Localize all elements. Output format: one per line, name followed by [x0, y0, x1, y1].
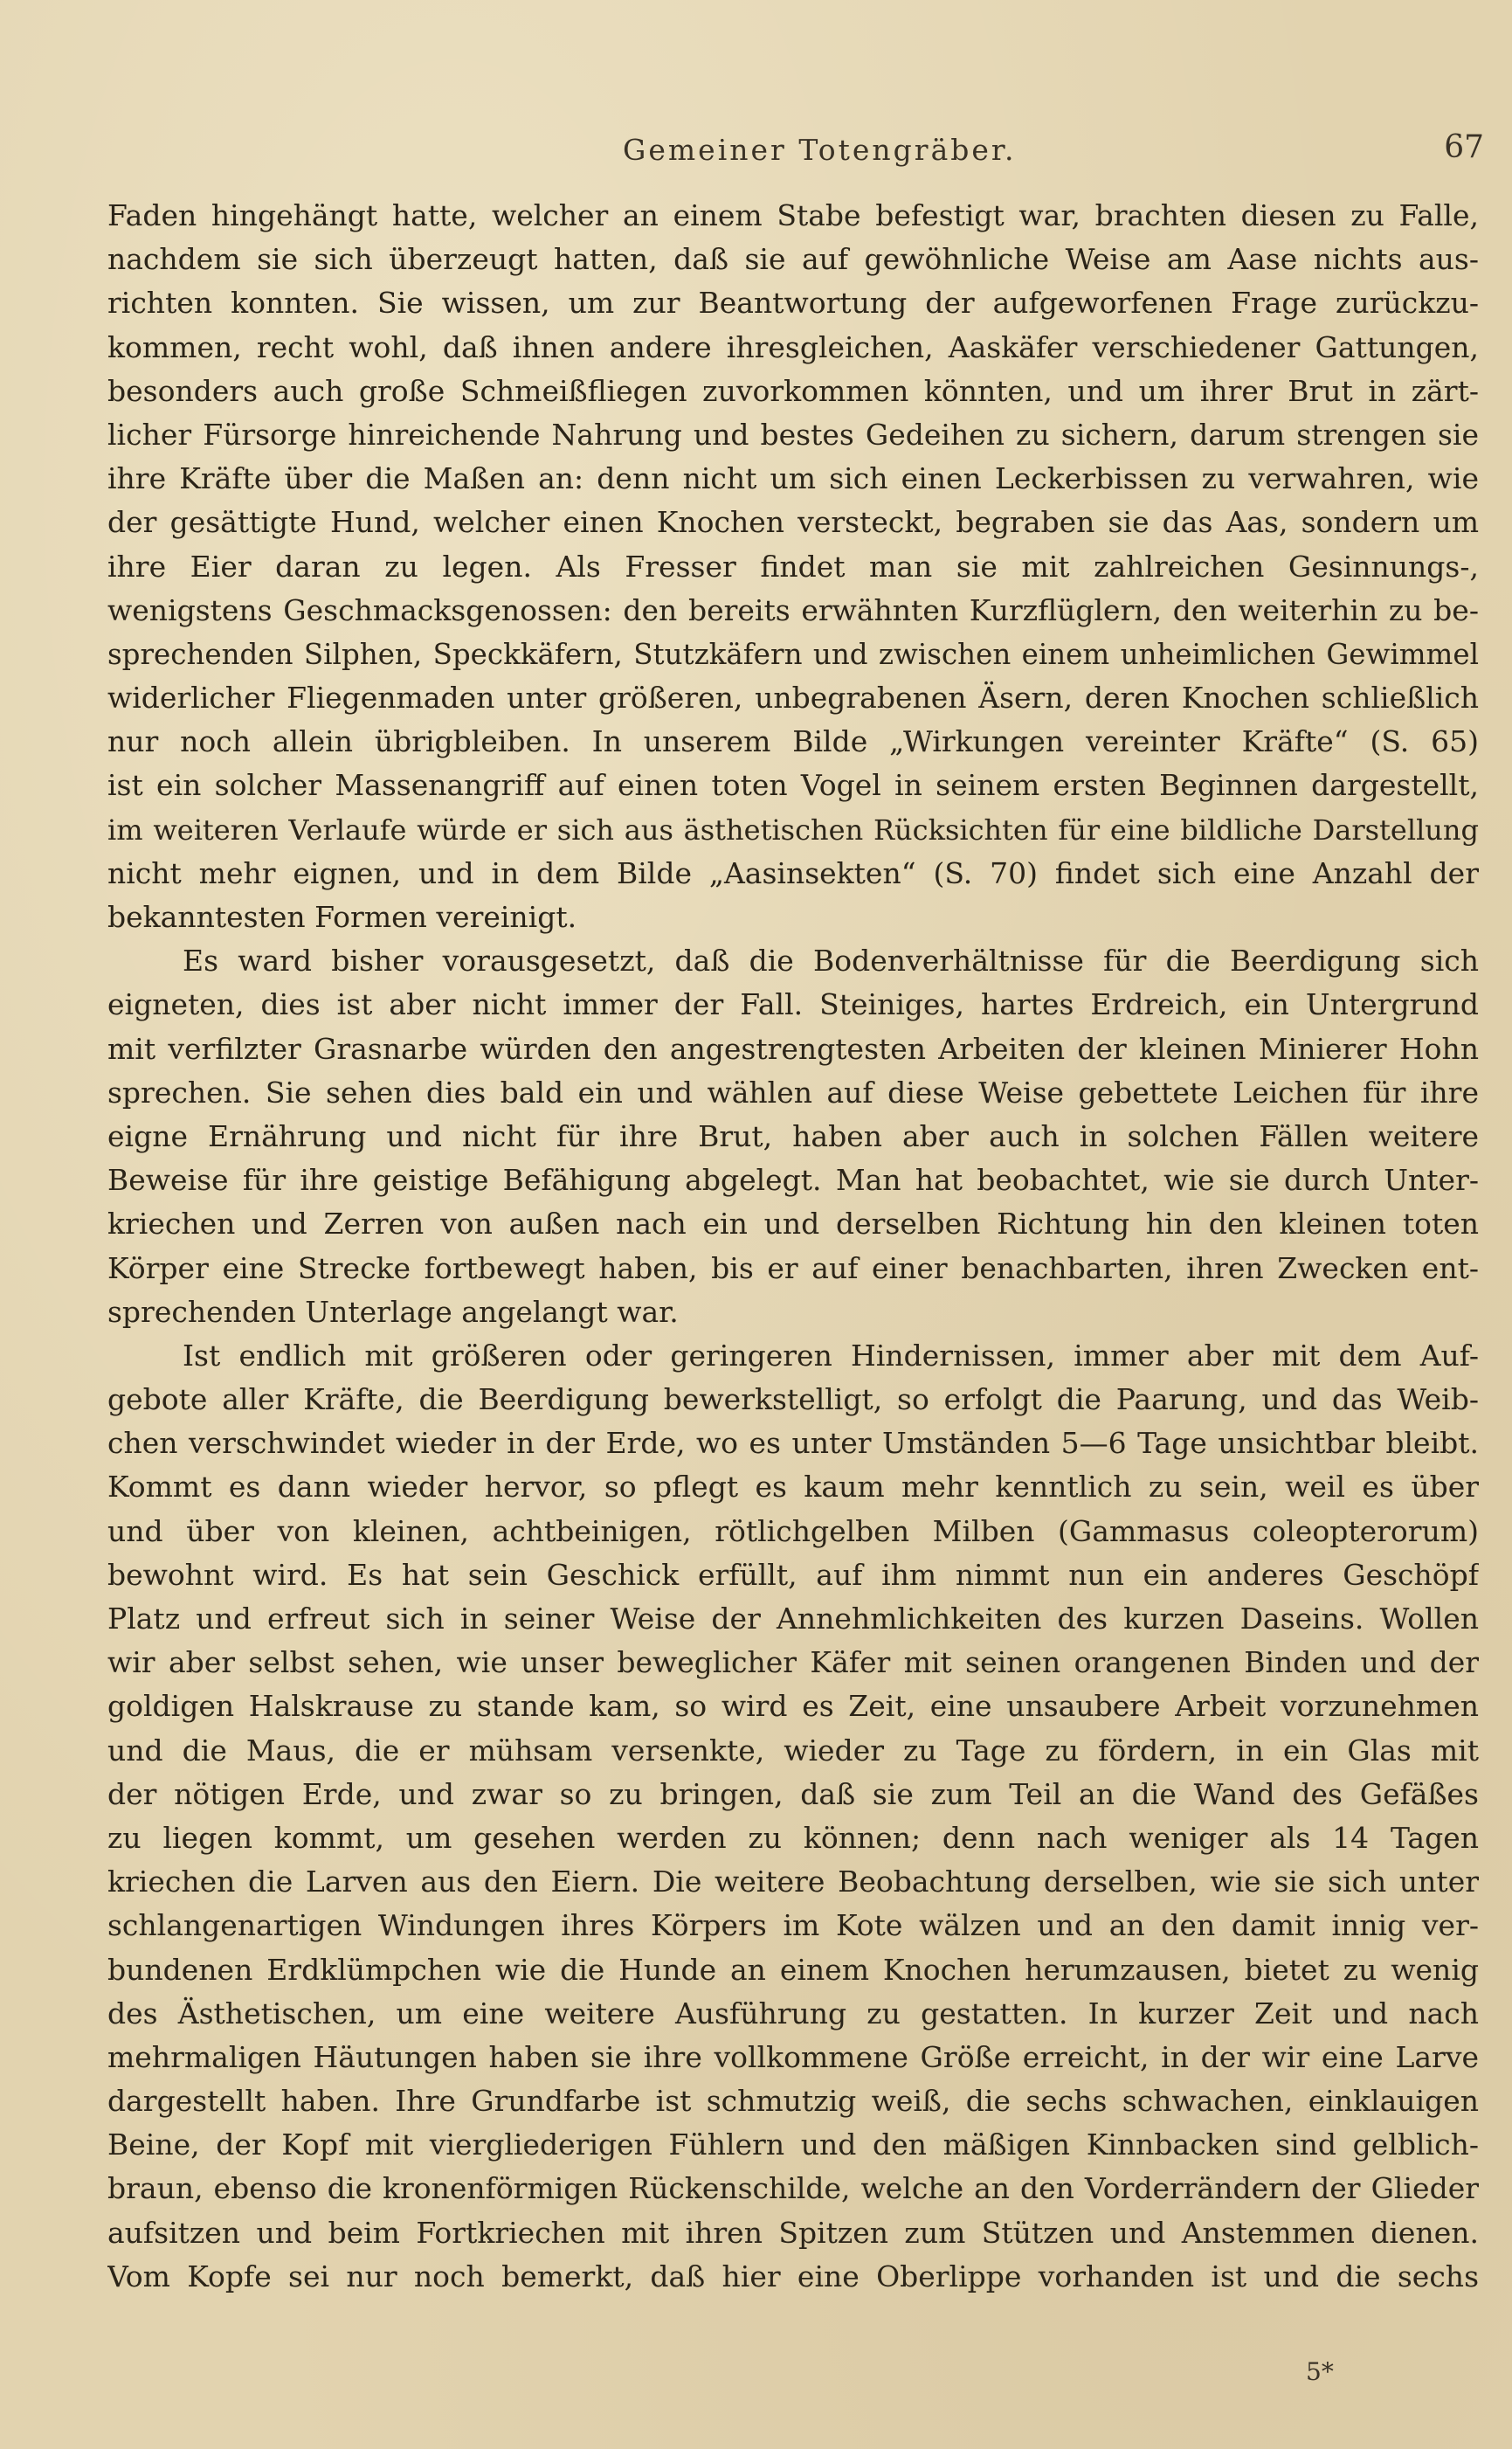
text-line: mehrmaligen Häutungen haben sie ihre vollkommene Größe erreicht, in der wir eine Larve	[107, 2039, 1479, 2074]
text-line: eigneten, dies ist aber nicht immer der Fall. Steiniges, hartes Erdreich, ein Untergrund	[107, 987, 1479, 1022]
text-line: sprechenden Unterlage angelangt war.	[107, 1294, 679, 1329]
text-line: widerlicher Fliegenmaden unter größeren, unbegrabenen Äsern, deren Knochen schließlich	[107, 681, 1479, 716]
text-line: nachdem sie sich überzeugt hatten, daß sie auf gewöhnliche Weise am Aase nichts aus-	[107, 242, 1479, 277]
text-line: chen verschwindet wieder in der Erde, wo es unter Umständen 5—6 Tage unsichtbar bleibt.	[107, 1426, 1479, 1461]
text-line: ihre Kräfte über die Maßen an: denn nicht um sich einen Leckerbissen zu verwahren, wie	[107, 461, 1479, 496]
text-line: Beine, der Kopf mit viergliederigen Fühlern und den mäßigen Kinnbacken sind gelblich-	[107, 2127, 1479, 2162]
text-line: Vom Kopfe sei nur noch bemerkt, daß hier eine Oberlippe vorhanden ist und die sechs	[107, 2259, 1479, 2293]
text-line: der nötigen Erde, und zwar so zu bringen, daß sie zum Teil an die Wand des Gefäßes	[107, 1776, 1479, 1811]
text-line: bundenen Erdklümpchen wie die Hunde an einem Knochen herumzausen, bietet zu wenig	[107, 1952, 1479, 1987]
text-line: und die Maus, die er mühsam versenkte, wieder zu Tage zu fördern, in ein Glas mit	[107, 1733, 1479, 1768]
text-line: licher Fürsorge hinreichende Nahrung und bestes Gedeihen zu sichern, darum strengen sie	[107, 417, 1479, 452]
text-line: sprechenden Silphen, Speckkäfern, Stutzkäfern und zwischen einem unheimlichen Gewimmel	[107, 637, 1479, 671]
text-line: bekanntesten Formen vereinigt.	[107, 900, 577, 934]
text-line: Beweise für ihre geistige Befähigung abgelegt. Man hat beobachtet, wie sie durch Unter-	[107, 1163, 1479, 1198]
text-line: bewohnt wird. Es hat sein Geschick erfüllt, auf ihm nimmt nun ein anderes Geschöpf	[107, 1557, 1479, 1592]
text-line: des Ästhetischen, um eine weitere Ausführung zu gestatten. In kurzer Zeit und nach	[107, 1996, 1479, 2030]
page-number: 67	[1444, 129, 1484, 165]
text-line: richten konnten. Sie wissen, um zur Beantwortung der aufgeworfenen Frage zurückzu-	[107, 286, 1479, 321]
text-line: sprechen. Sie sehen dies bald ein und wählen auf diese Weise gebettete Leichen für ihre	[107, 1075, 1479, 1110]
text-line: Ist endlich mit größeren oder geringeren Hindernissen, immer aber mit dem Auf-	[183, 1338, 1479, 1373]
text-line: goldigen Halskrause zu stande kam, so wird es Zeit, eine unsaubere Arbeit vorzunehmen	[107, 1689, 1479, 1724]
text-line: kriechen die Larven aus den Eiern. Die weitere Beobachtung derselben, wie sie sich unter	[107, 1864, 1479, 1899]
text-line: aufsitzen und beim Fortkriechen mit ihren Spitzen zum Stützen und Anstemmen dienen.	[107, 2215, 1479, 2250]
text-line: dargestellt haben. Ihre Grundfarbe ist schmutzig weiß, die sechs schwachen, einklauigen	[107, 2084, 1479, 2119]
text-line: ihre Eier daran zu legen. Als Fresser findet man sie mit zahlreichen Gesinnungs-,	[107, 549, 1479, 584]
text-line: im weiteren Verlaufe würde er sich aus ästhetischen Rücksichten für eine bildliche Darstellung	[107, 813, 1479, 847]
text-line: der gesättigte Hund, welcher einen Knochen versteckt, begraben sie das Aas, sondern um	[107, 505, 1479, 540]
running-head	[0, 129, 1512, 176]
text-line: wir aber selbst sehen, wie unser beweglicher Käfer mit seinen orangenen Binden und der	[107, 1645, 1479, 1680]
text-line: kriechen und Zerren von außen nach ein und derselben Richtung hin den kleinen toten	[107, 1207, 1479, 1242]
text-line: braun, ebenso die kronenförmigen Rückenschilde, welche an den Vorderrändern der Glieder	[107, 2171, 1479, 2206]
text-line: Es ward bisher vorausgesetzt, daß die Bodenverhältnisse für die Beerdigung sich	[183, 944, 1479, 979]
text-line: wenigstens Geschmacksgenossen: den bereits erwähnten Kurzflüglern, den weiterhin zu be-	[107, 592, 1479, 627]
text-line: besonders auch große Schmeißfliegen zuvorkommen könnten, und um ihrer Brut in zärt-	[107, 373, 1479, 408]
text-line: Faden hingehängt hatte, welcher an einem Stabe befestigt war, brachten diesen zu Falle,	[107, 198, 1479, 232]
text-line: und über von kleinen, achtbeinigen, rötlichgelben Milben (Gammasus coleopterorum)	[107, 1513, 1479, 1548]
body-text	[107, 194, 1479, 2299]
text-line: schlangenartigen Windungen ihres Körpers im Kote wälzen und an den damit innig ver-	[107, 1908, 1479, 1943]
text-line: eigne Ernährung und nicht für ihre Brut, haben aber auch in solchen Fällen weitere	[107, 1118, 1479, 1153]
text-line: Kommt es dann wieder hervor, so pflegt es kaum mehr kenntlich zu sein, weil es über	[107, 1470, 1479, 1505]
text-line: Platz und erfreut sich in seiner Weise der Annehmlichkeiten des kurzen Daseins. Wollen	[107, 1602, 1479, 1636]
text-line: ist ein solcher Massenangriff auf einen toten Vogel in seinem ersten Beginnen dargestellt,	[107, 768, 1479, 803]
running-title: Gemeiner Totengräber.	[623, 133, 1017, 167]
text-line: Körper eine Strecke fortbewegt haben, bis er auf einer benachbarten, ihren Zwecken ent-	[107, 1250, 1479, 1285]
text-line: gebote aller Kräfte, die Beerdigung bewerkstelligt, so erfolgt die Paarung, und das Weib-	[107, 1382, 1479, 1417]
text-line: zu liegen kommt, um gesehen werden zu können; denn nach weniger als 14 Tagen	[107, 1820, 1479, 1855]
text-line: mit verfilzter Grasnarbe würden den angestrengtesten Arbeiten der kleinen Minierer Hohn	[107, 1031, 1479, 1066]
text-line: nicht mehr eignen, und in dem Bilde „Aasinsekten“ (S. 70) findet sich eine Anzahl der	[107, 855, 1479, 890]
text-line: kommen, recht wohl, daß ihnen andere ihresgleichen, Aaskäfer verschiedener Gattungen,	[107, 329, 1479, 364]
signature-mark: 5*	[1306, 2357, 1334, 2386]
text-line: nur noch allein übrigbleiben. In unserem Bilde „Wirkungen vereinter Kräfte“ (S. 65)	[107, 724, 1479, 759]
